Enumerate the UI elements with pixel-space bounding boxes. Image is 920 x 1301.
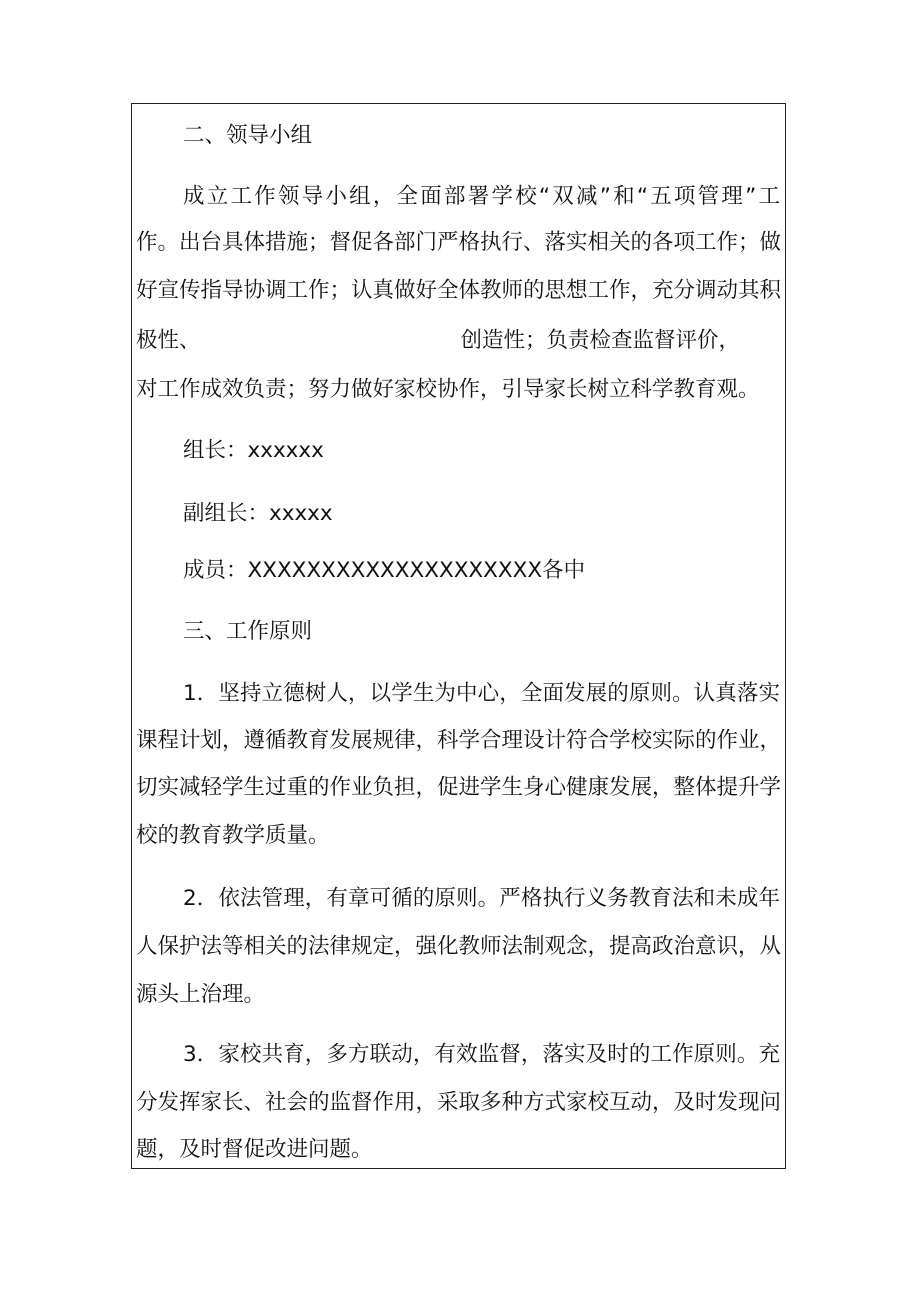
section2-para-fragment-b: 创造性；负责检查监督评价， [460, 328, 741, 353]
section2-para-line-4 [136, 326, 740, 356]
section2-para-line-1: 成立工作领导小组，全面部署学校“双减”和“五项管理”工 [183, 184, 780, 209]
section2-para-line-5: 对工作成效负责；努力做好家校协作，引导家长树立科学教育观。 [136, 377, 760, 402]
principle3-line-1: 3．家校共育，多方联动，有效监督，落实及时的工作原则。充 [183, 1042, 780, 1067]
deputy-leader-line: 副组长：xxxxx [183, 501, 333, 526]
section2-para-fragment-a: 极性、 [136, 328, 201, 353]
principle2-line-1: 2．依法管理，有章可循的原则。严格执行义务教育法和未成年 [183, 886, 780, 911]
principle1-line-3: 切实减轻学生过重的作业负担，促进学生身心健康发展，整体提升学 [136, 775, 782, 800]
principle2-line-2: 人保护法等相关的法律规定，强化教师法制观念，提高政治意识，从 [136, 934, 782, 959]
leader-line: 组长：xxxxxx [183, 438, 324, 463]
section2-para-line-3: 好宣传指导协调工作；认真做好全体教师的思想工作，充分调动其积 [136, 278, 782, 303]
principle1-line-2: 课程计划，遵循教育发展规律，科学合理设计符合学校实际的作业， [136, 728, 782, 753]
members-line: 成员：XXXXXXXXXXXXXXXXXXXX各中 [183, 558, 586, 583]
principle3-line-3: 题，及时督促改进问题。 [136, 1137, 373, 1162]
section2-heading: 二、领导小组 [183, 123, 313, 148]
section3-heading: 三、工作原则 [183, 619, 313, 644]
principle1-line-4: 校的教育教学质量。 [136, 823, 330, 848]
principle2-line-3: 源头上治理。 [136, 982, 266, 1007]
section2-para-line-2: 作。出台具体措施；督促各部门严格执行、落实相关的各项工作；做 [136, 230, 782, 255]
principle3-line-2: 分发挥家长、社会的监督作用，采取多种方式家校互动，及时发现问 [136, 1090, 782, 1115]
principle1-line-1: 1．坚持立德树人，以学生为中心，全面发展的原则。认真落实 [183, 681, 780, 706]
